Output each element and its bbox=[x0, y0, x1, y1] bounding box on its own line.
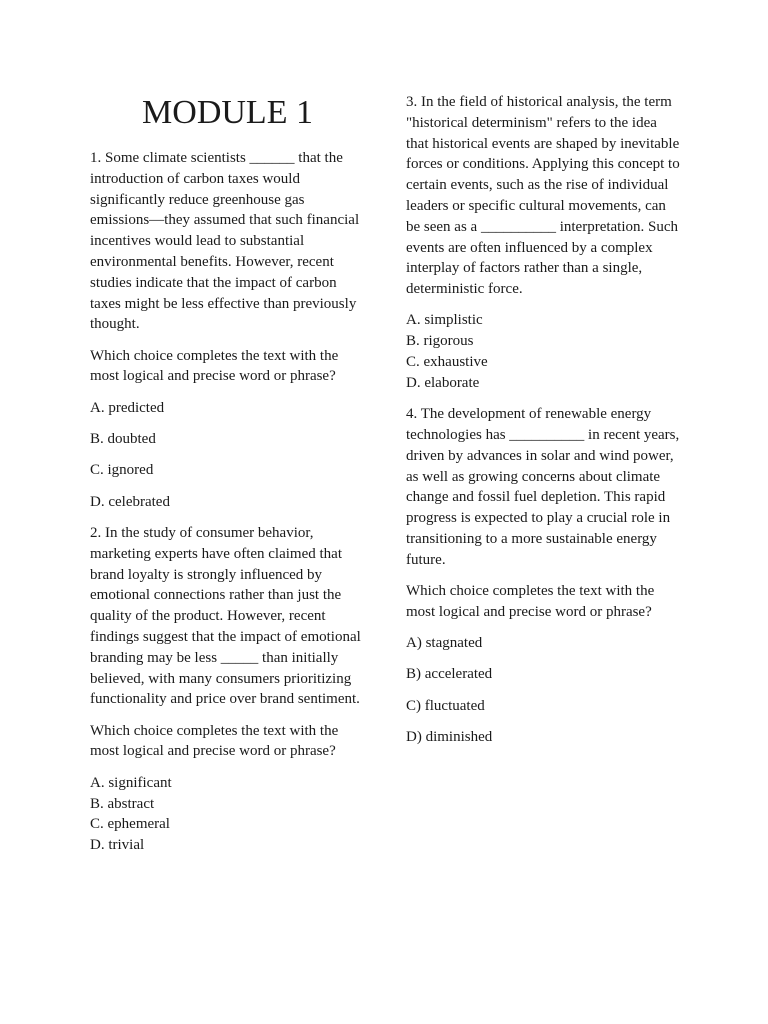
question-3-options bbox=[406, 310, 681, 393]
question-2-stem: 2. In the study of consumer behavior, marketing experts have often claimed that brand loyalty is strongly influenced by emotional connections rather than just the quality of the product. However, recent findings suggest that the impact of emotional branding may be less _____ than initially believed, with many consumers prioritizing functionality and price over brand sentiment. bbox=[90, 524, 361, 708]
question-2-option-d: D. trivial bbox=[90, 837, 145, 854]
page-title: MODULE 1 bbox=[142, 94, 313, 131]
question-2-options bbox=[90, 773, 365, 856]
question-1-prompt: Which choice completes the text with the most logical and precise word or phrase? bbox=[90, 347, 339, 385]
left-column bbox=[90, 92, 365, 866]
question-4-options bbox=[406, 633, 681, 748]
question-4-stem: 4. The development of renewable energy technologies has __________ in recent years, driven by advances in solar and wind power, as well as growing concerns about climate change and fossil fuel depletion. This rapid progress is expected to play a crucial role in transitioning to a more sustainable energy future. bbox=[406, 406, 680, 568]
question-2-prompt: Which choice completes the text with the most logical and precise word or phrase? bbox=[90, 722, 339, 760]
question-1-option-c: C. ignored bbox=[90, 462, 154, 479]
question-1-options bbox=[90, 398, 365, 513]
question-3-option-d: D. elaborate bbox=[406, 374, 480, 391]
question-3-option-c: C. exhaustive bbox=[406, 354, 488, 371]
question-1-option-a: A. predicted bbox=[90, 399, 165, 416]
question-4-option-c: C) fluctuated bbox=[406, 697, 485, 714]
question-2-option-c: C. ephemeral bbox=[90, 816, 170, 833]
question-4-prompt: Which choice completes the text with the most logical and precise word or phrase? bbox=[406, 583, 655, 620]
question-2-option-b: B. abstract bbox=[90, 795, 155, 812]
question-3-stem: 3. In the field of historical analysis, the term "historical determinism" refers to the idea that historical events are shaped by inevitable forces or conditions. Applying this concept to certain events, such as the rise of individual leaders or specific cultural movements, can be seen as a __________ interpretation. Such events are often influenced by a complex interplay of factors rather than a single, deterministic force. bbox=[406, 94, 680, 298]
question-4-option-b: B) accelerated bbox=[406, 666, 493, 683]
right-column bbox=[406, 92, 681, 758]
question-2-option-a: A. significant bbox=[90, 774, 172, 791]
question-1-stem: 1. Some climate scientists ______ that the introduction of carbon taxes would significantly reduce greenhouse gas emissions—they assumed that such financial incentives would lead to substantial environmental benefits. However, recent studies indicate that the impact of carbon taxes might be less effective than previously thought. bbox=[90, 150, 360, 333]
question-1-option-d: D. celebrated bbox=[90, 493, 170, 510]
question-3-option-a: A. simplistic bbox=[406, 312, 483, 329]
question-3-option-b: B. rigorous bbox=[406, 333, 474, 350]
question-1-option-b: B. doubted bbox=[90, 431, 156, 448]
question-4-option-d: D) diminished bbox=[406, 729, 493, 746]
question-4-option-a: A) stagnated bbox=[406, 635, 483, 652]
